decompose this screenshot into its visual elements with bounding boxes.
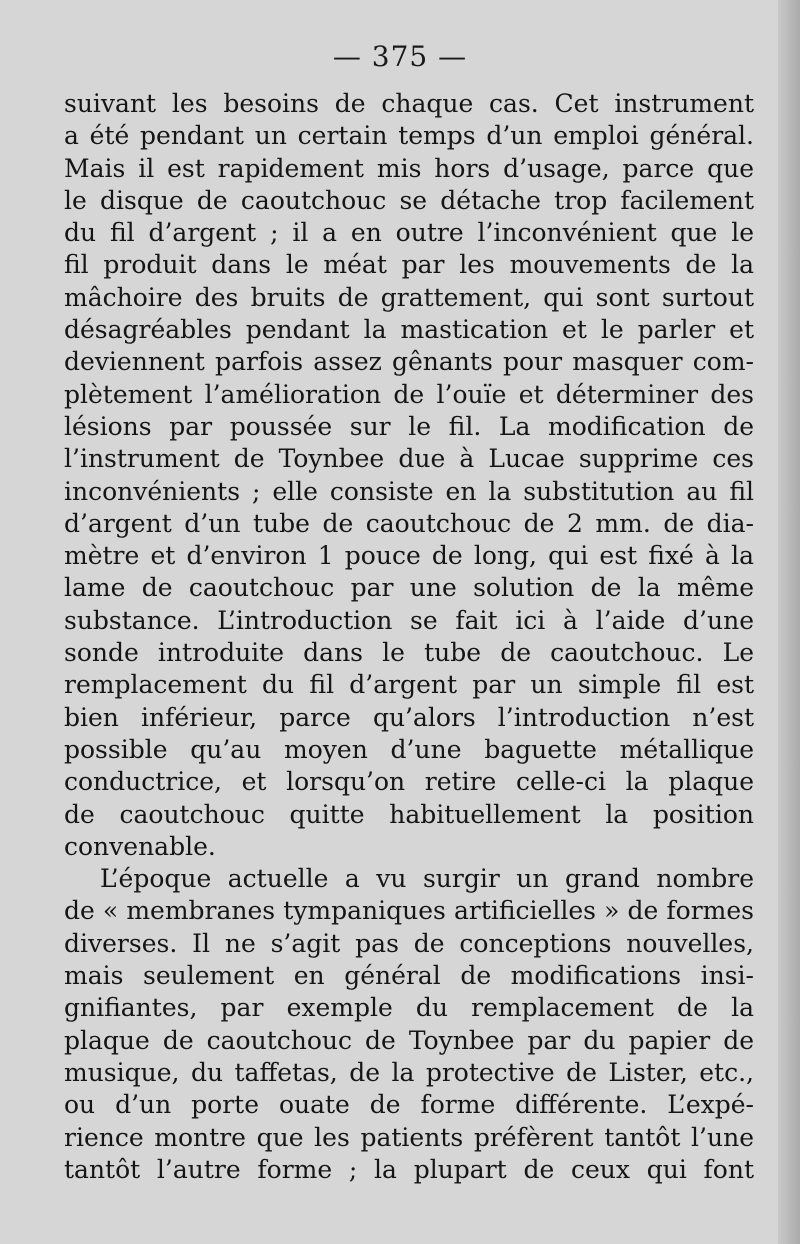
text-line: lésions par poussée sur le fil. La modification de — [64, 411, 754, 441]
text-line: mètre et d’environ 1 pouce de long, qui est fixé à la — [64, 541, 754, 571]
text-line: suivant les besoins de chaque cas. Cet instrument — [64, 89, 754, 118]
text-line: plètement l’amélioration de l’ouïe et déterminer des — [64, 379, 754, 409]
text-line: convenable. — [64, 831, 216, 861]
text-line: mais seulement en général de modifications insi- — [64, 961, 754, 991]
text-line: d’argent d’un tube de caoutchouc de 2 mm. de dia- — [64, 508, 754, 538]
text-line: rience montre que les patients préfèrent tantôt l’une — [64, 1122, 754, 1152]
text-line: diverses. Il ne s’agit pas de conceptions nouvelles, — [64, 928, 754, 958]
text-line: conductrice, et lorsqu’on retire celle-ci la plaque — [64, 767, 754, 797]
text-line: musique, du taffetas, de la protective de Lister, etc., — [64, 1057, 754, 1087]
text-line: remplacement du fil d’argent par un simple fil est — [64, 670, 754, 700]
text-line: tantôt l’autre forme ; la plupart de ceux qui font — [64, 1154, 754, 1184]
text-line: sonde introduite dans le tube de caoutchouc. Le — [64, 638, 754, 668]
text-line: gnifiantes, par exemple du remplacement de la — [64, 993, 754, 1023]
text-line: deviennent parfois assez gênants pour masquer com- — [64, 347, 754, 377]
text-line: l’instrument de Toynbee due à Lucae supprime ces — [64, 444, 754, 474]
text-line: a été pendant un certain temps d’un emploi général. — [64, 121, 754, 151]
text-line: bien inférieur, parce qu’alors l’introduction n’est — [64, 702, 754, 732]
text-line: le disque de caoutchouc se détache trop facilement — [64, 185, 754, 215]
page-edge-shadow — [778, 0, 800, 1244]
text-line: substance. L’introduction se fait ici à l’aide d’une — [64, 605, 754, 635]
text-line: possible qu’au moyen d’une baguette métallique — [64, 734, 754, 764]
paragraph — [64, 863, 754, 1186]
paragraph — [64, 88, 754, 863]
text-line: L’époque actuelle a vu surgir un grand nombre — [100, 864, 754, 894]
page-number: — 375 — — [332, 40, 468, 73]
text-line: Mais il est rapidement mis hors d’usage, parce que — [64, 153, 754, 183]
text-line: fil produit dans le méat par les mouvements de la — [64, 250, 754, 280]
text-line: de caoutchouc quitte habituellement la position — [64, 799, 754, 829]
text-line: du fil d’argent ; il a en outre l’inconvénient que le — [64, 218, 754, 248]
text-line: mâchoire des bruits de grattement, qui sont surtout — [64, 282, 754, 312]
text-line: ou d’un porte ouate de forme différente. L’expé- — [64, 1090, 754, 1120]
text-line: de « membranes tympaniques artificielles » de formes — [64, 896, 754, 926]
text-line: inconvénients ; elle consiste en la substitution au fil — [64, 476, 754, 506]
text-line: plaque de caoutchouc de Toynbee par du papier de — [64, 1025, 754, 1055]
body-text — [64, 88, 754, 1186]
text-line: lame de caoutchouc par une solution de la même — [64, 573, 754, 603]
text-line: désagréables pendant la mastication et le parler et — [64, 315, 754, 345]
